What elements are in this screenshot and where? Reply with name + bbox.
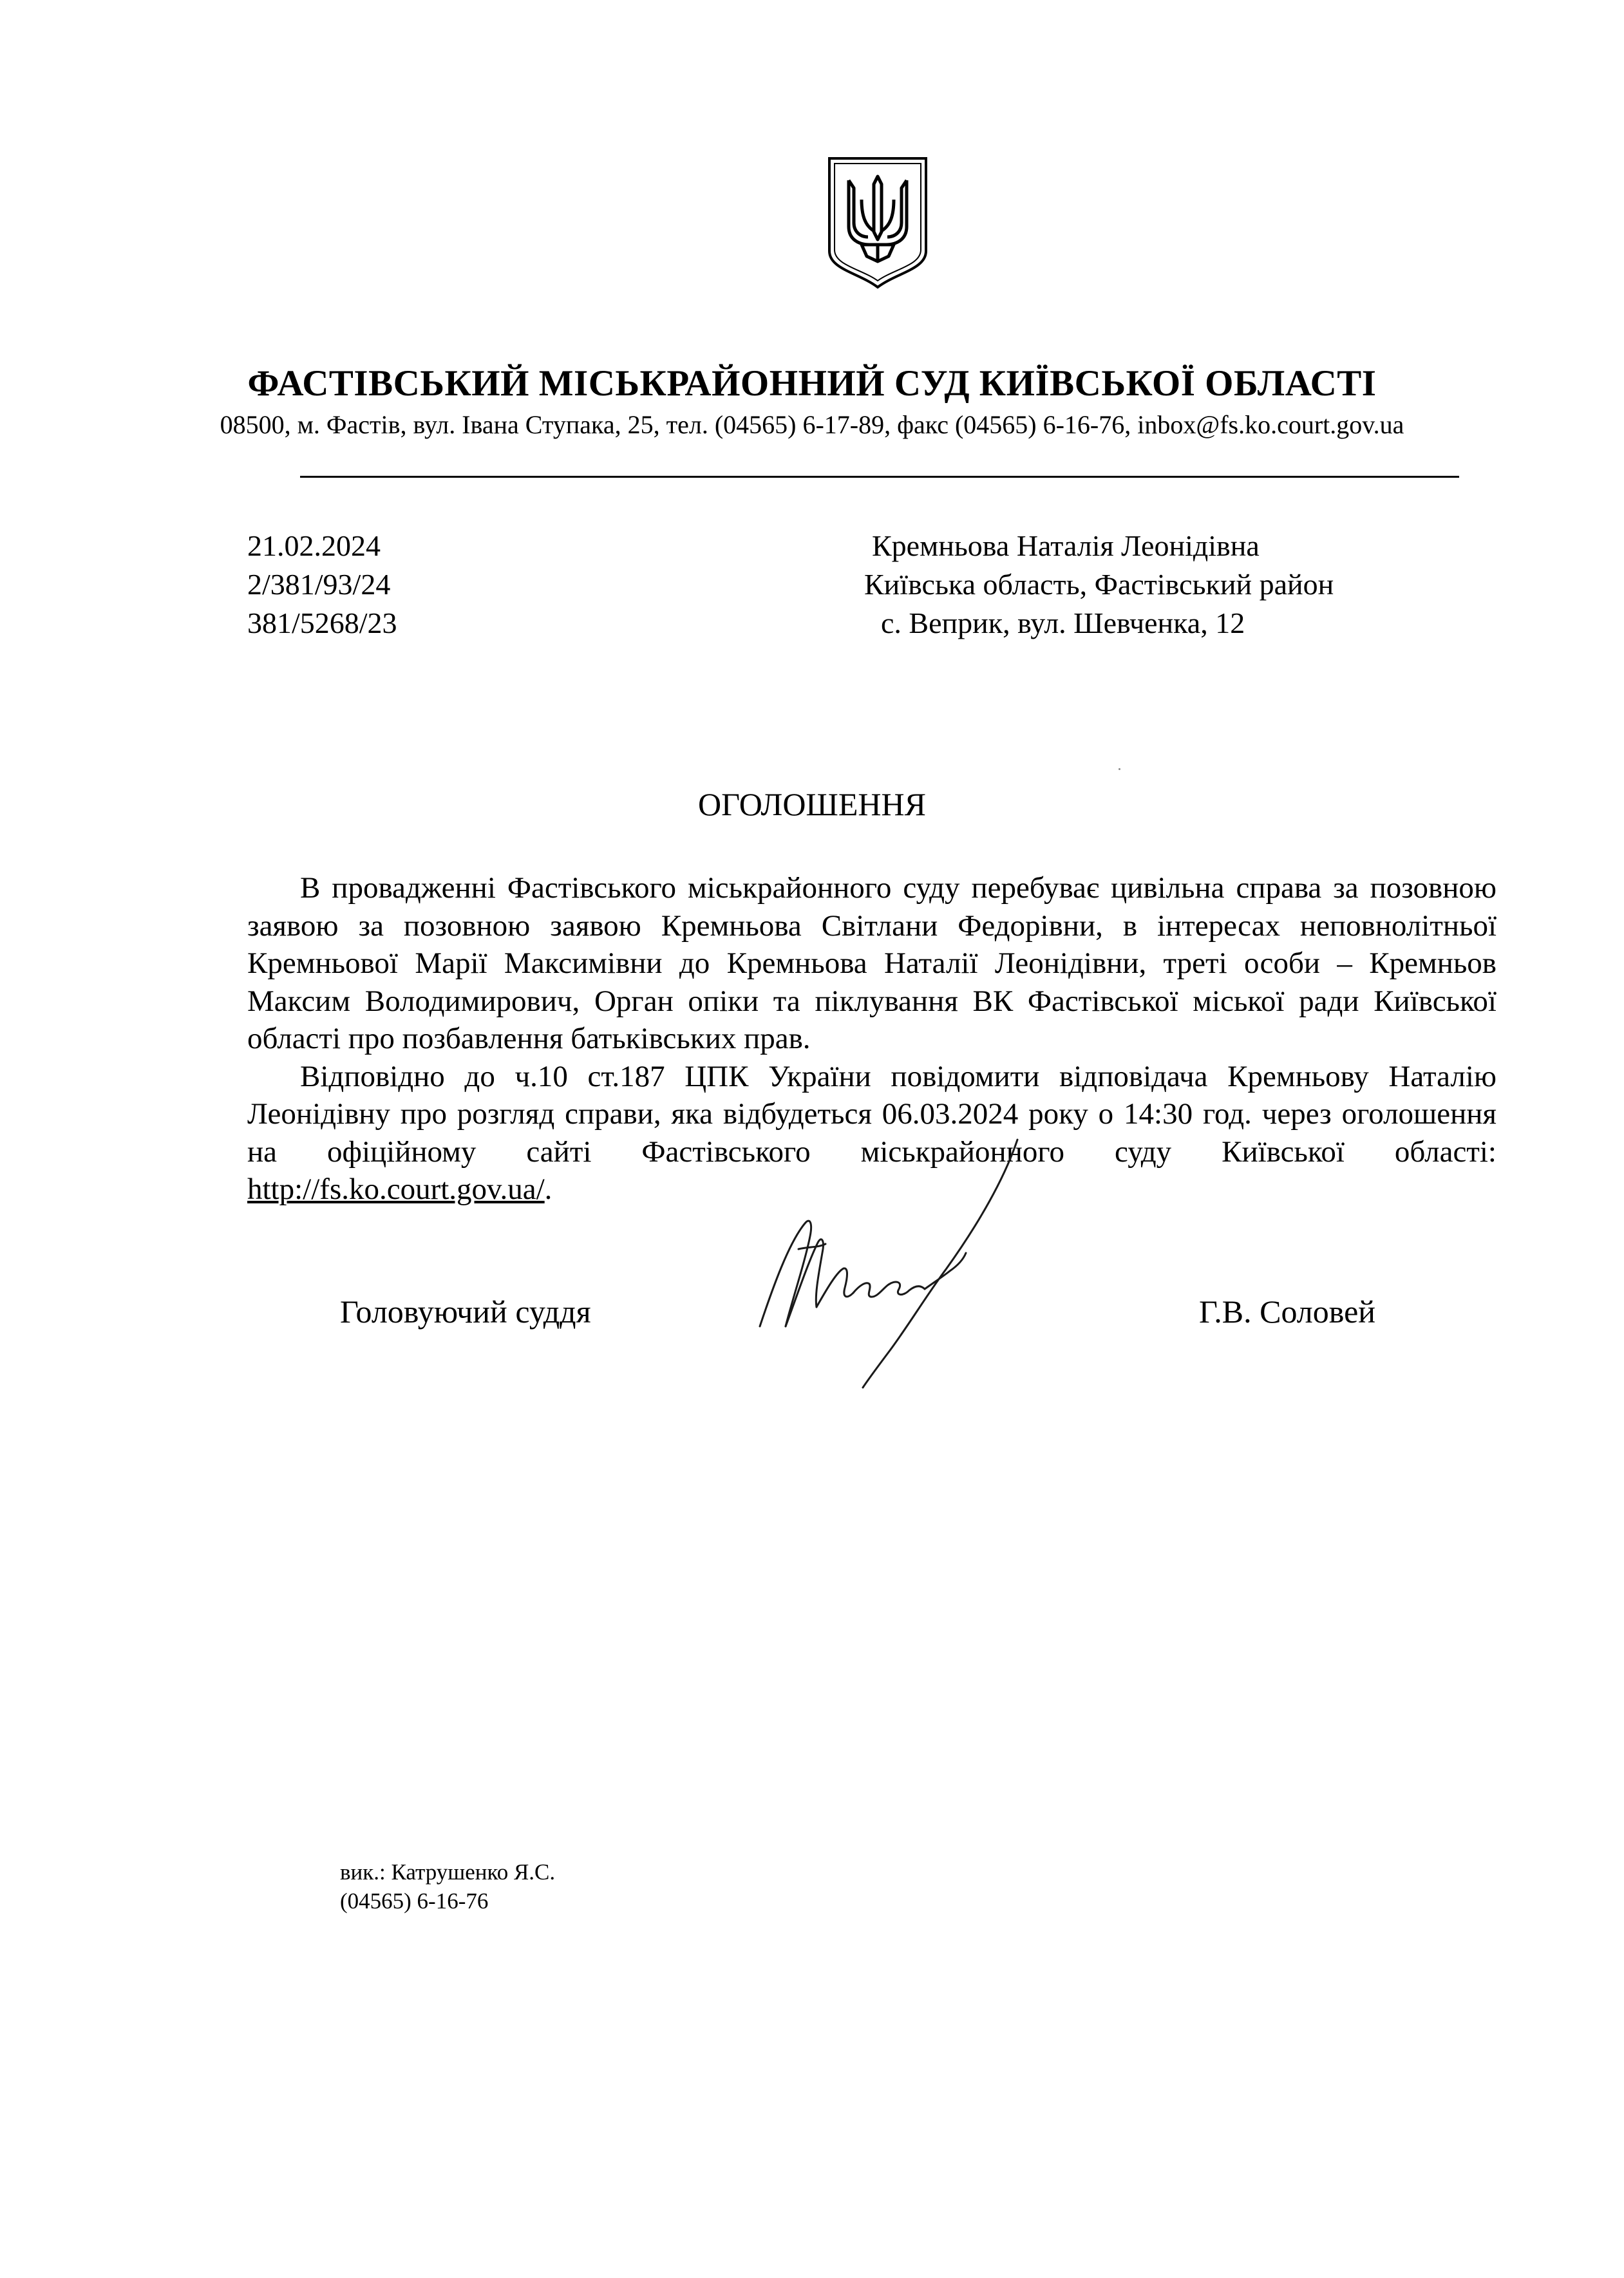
announcement-paragraph-1: В провадженні Фастівського міськрайонного суду перебуває цивільна справа за позовною заявою за позовною заявою Кремньова Світлани Федорівни, в інтересах неповнолітньої Кремньової Марії Максимівни до Кремньова Наталії Леонідівни, треті особи – Кремньов Максим Володимирович, Орган опіки та піклування ВК Фастівської міської ради Київської області про позбавлення батьківських прав. (247, 871, 1497, 1055)
paragraph-2-text: Відповідно до ч.10 ст.187 ЦПК України повідомити відповідача Кремньову Наталію Леонідівну про розгляд справи, яка відбудеться 06.03.2024 року о 14:30 год. через оголошення на офіційному сайті Фастівського міськрайонного суду Київської області: (247, 1059, 1497, 1169)
addressee-block (864, 527, 1334, 643)
executor-block (340, 1858, 555, 1916)
addressee-name: Кремньова Наталія Леонідівна (872, 529, 1260, 562)
tryzub-coat-of-arms-icon (826, 155, 930, 291)
document-date: 21.02.2024 (247, 529, 381, 562)
document-references (247, 527, 397, 643)
court-website-link[interactable]: http://fs.ko.court.gov.ua/ (247, 1172, 545, 1206)
document-title: ОГОЛОШЕННЯ (698, 786, 926, 822)
outgoing-number: 2/381/93/24 (247, 568, 391, 601)
court-address: 08500, м. Фастів, вул. Івана Ступака, 25, тел. (04565) 6-17-89, факс (04565) 6-16-76, inbox@fs.ko.court.gov.ua (220, 410, 1404, 439)
case-number: 381/5268/23 (247, 607, 397, 639)
handwritten-signature (734, 1133, 1082, 1404)
header-divider (300, 476, 1459, 478)
executor-phone: (04565) 6-16-76 (340, 1888, 489, 1914)
addressee-street: с. Веприк, вул. Шевченка, 12 (881, 607, 1245, 639)
paragraph-2-end: . (544, 1172, 552, 1206)
scan-speck (1119, 768, 1120, 770)
signatory-role: Головуючий суддя (340, 1294, 591, 1330)
court-name: ФАСТІВСЬКИЙ МІСЬКРАЙОННИЙ СУД КИЇВСЬКОЇ ОБЛАСТІ (247, 363, 1377, 404)
executor-name: вик.: Катрушенко Я.С. (340, 1859, 556, 1885)
signatory-name: Г.В. Соловей (1199, 1294, 1376, 1330)
addressee-region: Київська область, Фастівський район (864, 568, 1334, 601)
